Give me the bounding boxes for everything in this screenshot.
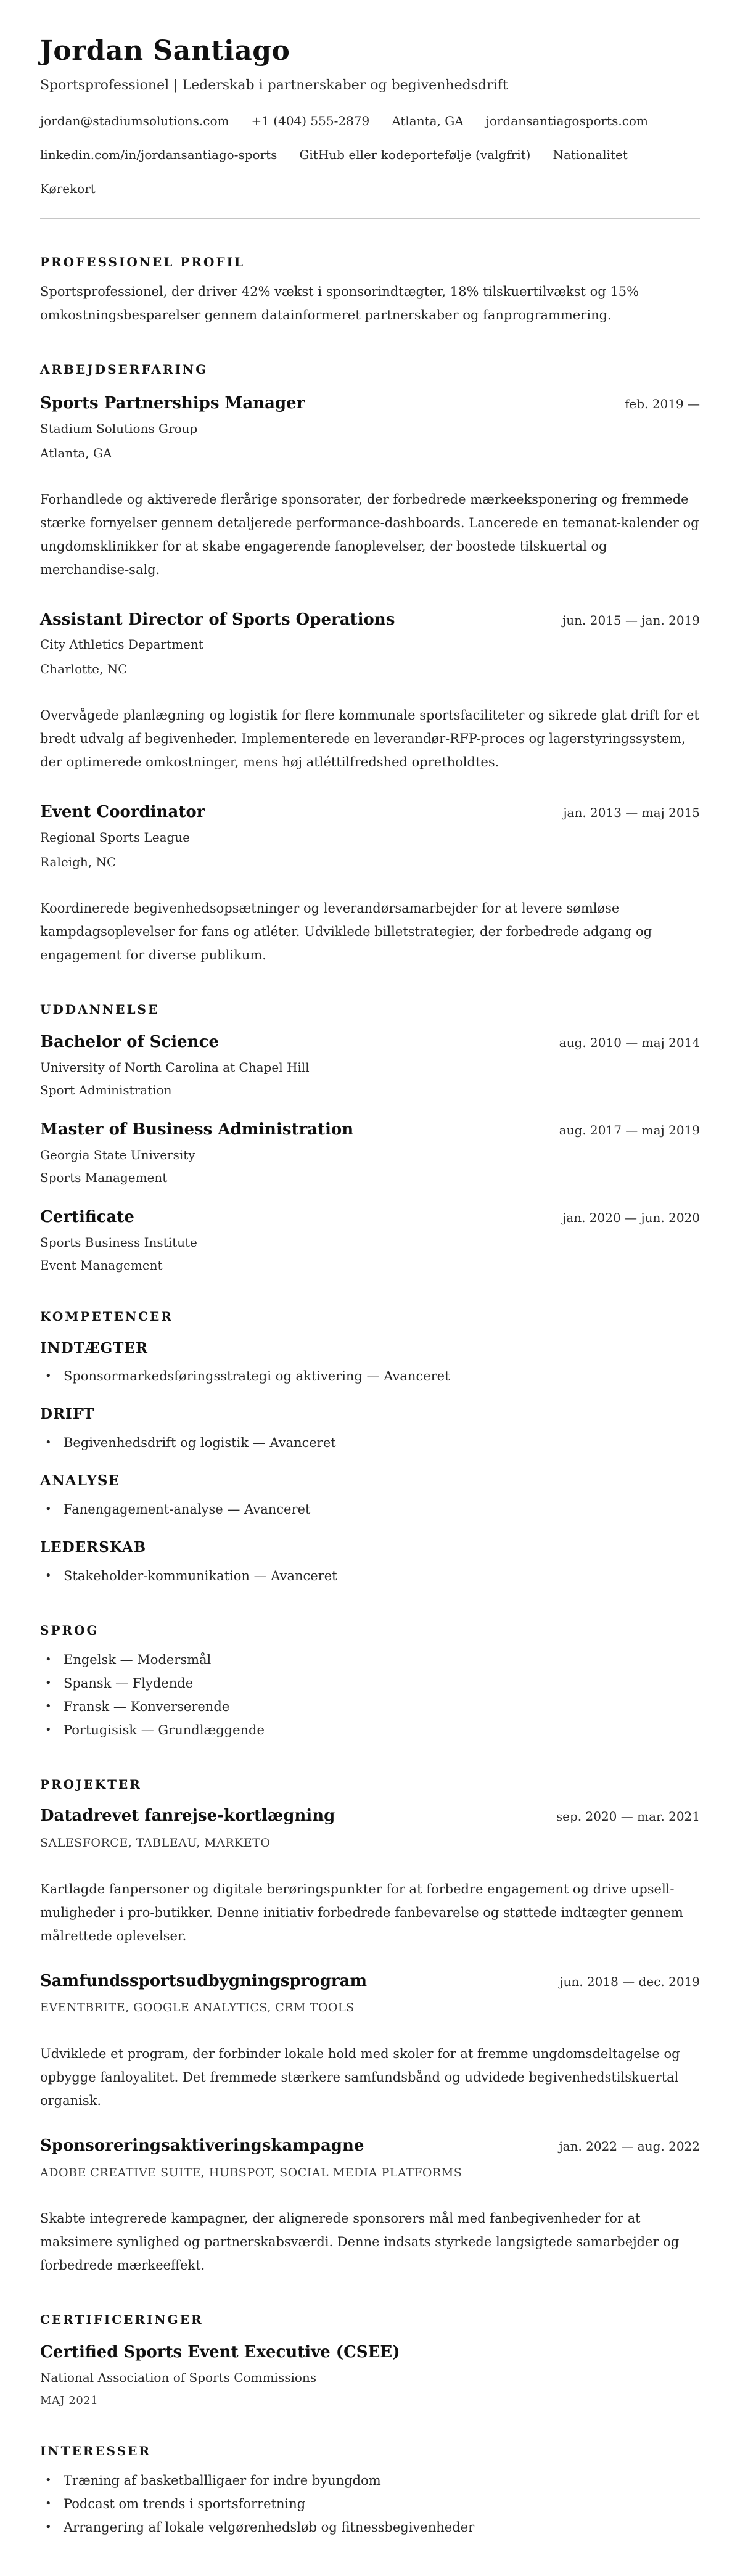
- skill-item-text: Fanengagement-analyse — Avanceret: [64, 1502, 311, 1517]
- job-entry: [40, 393, 700, 581]
- interest-item-text: Podcast om trends i sportsforretning: [64, 2496, 306, 2512]
- phone-text: +1 (404) 555-2879: [251, 113, 370, 128]
- job-description: Forhandlede og aktiverede flerårige sponsorater, der forbedrede mærkeeksponering og fremmede stærke fornyelser gennem detaljerede performance-dashboards. Lancerede en temanat-kalender og ungdomsklinikker for at skabe engagerende fanoplevelser, der boostede tilskuertal og merchandise-salg.: [40, 491, 699, 577]
- job-dates: jan. 2013 — maj 2015: [563, 805, 700, 821]
- job-title: Event Coordinator: [40, 803, 205, 822]
- school-name: Sports Business Institute: [40, 1234, 197, 1250]
- project-dates: sep. 2020 — mar. 2021: [556, 1809, 700, 1824]
- job-company: Stadium Solutions Group: [40, 420, 198, 436]
- certification-title: Certified Sports Event Executive (CSEE): [40, 2343, 400, 2362]
- field-of-study: Sport Administration: [40, 1082, 172, 1097]
- education-header-row: [40, 1032, 700, 1053]
- experience-section: [40, 361, 700, 967]
- linkedin-text: linkedin.com/in/jordansantiago-sports: [40, 147, 278, 162]
- interests-section: [40, 2443, 700, 2539]
- education-section: [40, 1001, 700, 1273]
- interest-item: [40, 2516, 700, 2539]
- section-heading-profile: PROFESSIONEL PROFIL: [40, 254, 245, 269]
- field-of-study: Sports Management: [40, 1170, 168, 1185]
- project-title: Datadrevet fanrejse-kortlægning: [40, 1807, 335, 1826]
- education-entry: [40, 1207, 700, 1274]
- job-description: Koordinerede begivenhedsopsætninger og leverandørsamarbejder for at levere sømløse kampdagsoplevelser for fans og atléter. Udviklede billetstrategier, der forbedrede adgang og engagement for diverse publikum.: [40, 901, 652, 963]
- skills-section: [40, 1308, 700, 1588]
- job-title: Sports Partnerships Manager: [40, 393, 305, 412]
- certification-entry: [40, 2342, 700, 2408]
- education-header-row: [40, 1120, 700, 1141]
- skill-item-text: Sponsormarkedsføringsstrategi og aktivering — Avanceret: [64, 1369, 450, 1384]
- language-item-text: Portugisisk — Grundlæggende: [64, 1723, 265, 1738]
- project-title: Samfundssportsudbygningsprogram: [40, 1971, 367, 1990]
- job-location: Charlotte, NC: [40, 662, 128, 677]
- contact-line-1: [40, 112, 700, 129]
- project-header-row: [40, 1806, 700, 1827]
- section-heading-certifications: CERTIFICERINGER: [40, 2312, 204, 2328]
- interest-list: [40, 2469, 700, 2539]
- contact-line-3: [40, 180, 700, 197]
- skill-category-name: INDTÆGTER: [40, 1339, 149, 1356]
- bullet-icon: •: [45, 1569, 52, 1583]
- resume-header: [40, 34, 700, 219]
- certification-date: MAJ 2021: [40, 2394, 99, 2408]
- job-location: Atlanta, GA: [40, 445, 112, 461]
- job-company: City Athletics Department: [40, 637, 204, 652]
- project-description: Udviklede et program, der forbinder lokale hold med skoler for at fremme ungdomsdeltagelse og opbygge fanloyalitet. Det fremmede stærkere samfundsbånd og udvidede begivenhedstilskuertal organisk.: [40, 2046, 680, 2108]
- job-dates: jun. 2015 — jan. 2019: [562, 612, 700, 628]
- interest-item-text: Træning af basketballligaer for indre byungdom: [64, 2473, 381, 2488]
- section-heading-interests: INTERESSER: [40, 2443, 151, 2459]
- interest-item: [40, 2469, 700, 2492]
- job-dates: feb. 2019 —: [624, 396, 700, 411]
- job-header-row: [40, 393, 700, 414]
- skill-list: [40, 1498, 700, 1521]
- skill-item: [40, 1364, 700, 1388]
- certification-issuer: National Association of Sports Commissions: [40, 2370, 317, 2385]
- school-name: University of North Carolina at Chapel Hill: [40, 1059, 310, 1075]
- professional-subtitle: Sportsprofessionel | Lederskab i partnerskaber og begivenhedsdrift: [40, 78, 508, 93]
- school-name: Georgia State University: [40, 1147, 195, 1162]
- project-description: Skabte integrerede kampagner, der alignerede sponsorers mål med fanbegivenheder for at maksimere synlighed og partnerskabsværdi. Denne indsats styrkede langsigtede samarbejder og forbedrede mærkeeffekt.: [40, 2211, 680, 2273]
- job-title: Assistant Director of Sports Operations: [40, 610, 395, 629]
- section-heading-projects: PROJEKTER: [40, 1777, 142, 1792]
- job-description: Overvågede planlægning og logistik for flere kommunale sportsfaciliteter og sikrede glat drift for et bredt udvalg af begivenheder. Implementerede en leverandør-RFP-proces og lagerstyringssystem, der optimerede omkostninger, mens høj atléttilfredshed opretholdtes.: [40, 708, 699, 770]
- education-entry: [40, 1032, 700, 1099]
- language-item-text: Engelsk — Modersmål: [64, 1652, 212, 1668]
- profile-section: [40, 254, 700, 327]
- project-tools: SALESFORCE, TABLEAU, MARKETO: [40, 1836, 271, 1850]
- education-dates: jan. 2020 — jun. 2020: [562, 1210, 700, 1225]
- project-entry: [40, 1971, 700, 2112]
- skill-item: [40, 1498, 700, 1521]
- language-item: [40, 1695, 700, 1718]
- degree-title: Certificate: [40, 1207, 134, 1226]
- project-header-row: [40, 1971, 700, 1992]
- language-item-text: Spansk — Flydende: [64, 1676, 194, 1691]
- skill-category-name: ANALYSE: [40, 1472, 120, 1490]
- project-title: Sponsoreringsaktiveringskampagne: [40, 2136, 364, 2155]
- section-heading-experience: ARBEJDSERFARING: [40, 361, 208, 377]
- project-description: Kartlagde fanpersoner og digitale berøringspunkter for at forbedre engagement og drive upsell-muligheder i pro-butikker. Denne initiativ forbedrede fanbevarelse og støttede indtægter gennem målrettede oplevelser.: [40, 1881, 683, 1943]
- project-tools: ADOBE CREATIVE SUITE, HUBSPOT, SOCIAL MEDIA PLATFORMS: [40, 2165, 462, 2180]
- website-text: jordansantiagosports.com: [485, 113, 648, 128]
- job-header-row: [40, 802, 700, 823]
- contact-line-2: [40, 146, 700, 163]
- bullet-icon: •: [45, 1369, 52, 1383]
- skill-item-text: Stakeholder-kommunikation — Avanceret: [64, 1569, 337, 1584]
- job-company: Regional Sports League: [40, 830, 191, 845]
- skill-item-text: Begivenhedsdrift og logistik — Avanceret: [64, 1435, 336, 1451]
- bullet-icon: •: [45, 1700, 52, 1713]
- field-of-study: Event Management: [40, 1257, 163, 1273]
- section-heading-languages: SPROG: [40, 1623, 99, 1638]
- project-tools: EVENTBRITE, GOOGLE ANALYTICS, CRM TOOLS: [40, 2001, 355, 2015]
- job-entry: [40, 610, 700, 774]
- skill-item: [40, 1564, 700, 1588]
- skill-list: [40, 1564, 700, 1588]
- job-location: Raleigh, NC: [40, 855, 117, 870]
- languages-section: [40, 1622, 700, 1742]
- language-item: [40, 1648, 700, 1672]
- github-text: GitHub eller kodeportefølje (valgfrit): [299, 147, 531, 162]
- language-item: [40, 1718, 700, 1742]
- location-text: Atlanta, GA: [392, 113, 464, 128]
- skill-category-name: LEDERSKAB: [40, 1539, 147, 1556]
- certifications-section: [40, 2311, 700, 2408]
- language-item: [40, 1672, 700, 1695]
- bullet-icon: •: [45, 2521, 52, 2534]
- project-entry: [40, 1806, 700, 1947]
- language-item-text: Fransk — Konverserende: [64, 1699, 230, 1715]
- skill-list: [40, 1364, 700, 1388]
- bullet-icon: •: [45, 1503, 52, 1516]
- section-heading-education: UDDANNELSE: [40, 1002, 160, 1017]
- education-entry: [40, 1120, 700, 1186]
- degree-title: Master of Business Administration: [40, 1120, 354, 1139]
- skill-category: [40, 1405, 700, 1454]
- job-header-row: [40, 610, 700, 631]
- skill-category: [40, 1339, 700, 1388]
- interest-item-text: Arrangering af lokale velgørenhedsløb og fitnessbegivenheder: [64, 2520, 475, 2535]
- section-heading-skills: KOMPETENCER: [40, 1308, 173, 1324]
- education-dates: aug. 2017 — maj 2019: [559, 1122, 700, 1138]
- skill-category: [40, 1472, 700, 1521]
- projects-section: [40, 1776, 700, 2277]
- project-dates: jun. 2018 — dec. 2019: [559, 1974, 700, 1989]
- education-header-row: [40, 1207, 700, 1228]
- degree-title: Bachelor of Science: [40, 1033, 219, 1052]
- skill-list: [40, 1431, 700, 1454]
- project-entry: [40, 2136, 700, 2277]
- header-divider: [40, 218, 700, 219]
- skill-category-name: DRIFT: [40, 1406, 95, 1423]
- profile-summary: Sportsprofessionel, der driver 42% vækst i sponsorindtægter, 18% tilskuertilvækst og 15% omkostningsbesparelser gennem datainformeret partnerskaber og fanprogrammering.: [40, 284, 639, 322]
- project-header-row: [40, 2136, 700, 2157]
- job-entry: [40, 802, 700, 967]
- language-list: [40, 1648, 700, 1742]
- interest-item: [40, 2492, 700, 2516]
- education-dates: aug. 2010 — maj 2014: [559, 1035, 700, 1051]
- email-text: jordan@stadiumsolutions.com: [40, 113, 229, 128]
- bullet-icon: •: [45, 2474, 52, 2487]
- bullet-icon: •: [45, 1723, 52, 1737]
- skill-category: [40, 1538, 700, 1588]
- skill-item: [40, 1431, 700, 1454]
- bullet-icon: •: [45, 2497, 52, 2511]
- nationality-text: Nationalitet: [553, 147, 628, 162]
- bullet-icon: •: [45, 1676, 52, 1690]
- bullet-icon: •: [45, 1653, 52, 1667]
- page-title: Jordan Santiago: [40, 35, 290, 67]
- drivers-license-text: Kørekort: [40, 181, 96, 196]
- project-dates: jan. 2022 — aug. 2022: [559, 2138, 700, 2154]
- bullet-icon: •: [45, 1436, 52, 1450]
